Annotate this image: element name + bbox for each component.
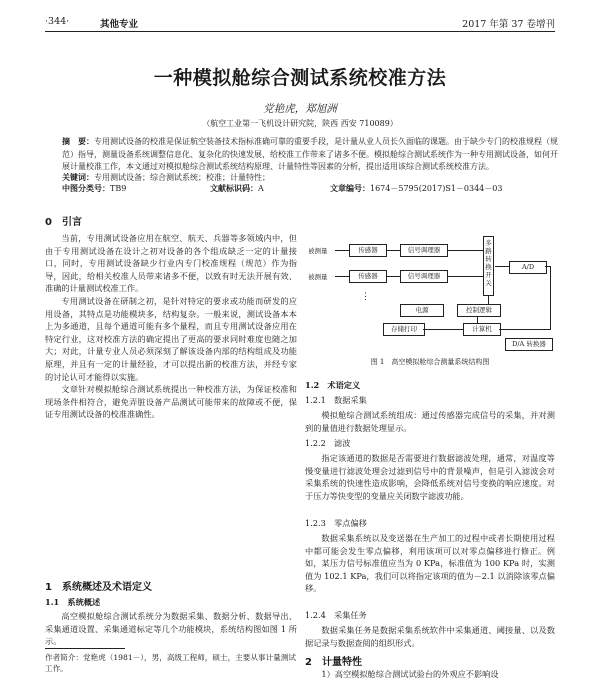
- intro-body: [45, 232, 297, 421]
- arrow-line: [386, 276, 400, 277]
- connector-line: [550, 266, 551, 329]
- sensor-box: 传感器: [349, 270, 387, 283]
- column-name: 其他专业: [100, 19, 139, 30]
- arrow-line: [447, 250, 483, 251]
- section-2-heading: 2 计量特性: [305, 657, 362, 668]
- section-1-2-2-heading: 1.2.2 滤波: [305, 438, 351, 448]
- storage-print-box: 存储打印: [383, 323, 425, 336]
- section-1-2-4-body: 数据采集任务是数据采集系统软件中采集通道、阈接量、以及数据记录与数据查阅的组织形式。: [305, 625, 555, 648]
- article-id: 文章编号：1674－5795(2017)S1－0344－03: [330, 183, 503, 193]
- author-footnote: 作者简介：党艳虎（1981－），男，高级工程师，硕士，主要从事计量测试工作。: [45, 653, 296, 673]
- abstract-label: 摘 要：: [62, 136, 94, 146]
- power-box: 电源: [400, 304, 444, 317]
- section-1-2-2-body: 指定该通道的数据是否需要进行数据滤波处理，通常，对温度等慢变量进行滤波处理会过滤到信号中的背景噪声，但是引入滤波会对采集系统的快速性造成影响，会降低系统对信号变换的响应速度。对于压力等快变型的变量应关闭数字滤波功能。: [305, 453, 555, 501]
- authors: 党艳虎，郑旭洲: [263, 103, 337, 115]
- keywords: [62, 172, 270, 183]
- da-converter-box: D/A 转换器: [505, 338, 553, 351]
- system-diagram: [305, 232, 555, 354]
- keywords-text: 专用测试设备；综合测试系统；校准；计量特性；: [94, 173, 270, 182]
- sensor-box: 传感器: [349, 244, 387, 257]
- clc-number: 中图分类号：TB9: [62, 183, 127, 193]
- section-1-2-4-heading: 1.2.4 采集任务: [305, 610, 367, 620]
- section-1-2-3-body: 数据采集系统以及变送器在生产加工的过程中或者长期使用过程中都可能会发生零点偏移，利用该项可以对零点偏移进行修正。例如，某压力信号标准值应当为 0 KPa，标准值为 100 KPa 时，实测值为 102.1 KPa，我们可以将指定该项的值为－2.1 以消除该零点偏移。: [305, 533, 555, 594]
- section-1-1-body: 高空模拟舱综合测试系统分为数据采集、数据分析、数据导出、采集通道设置、采集通道标定等几个功能模块，系统结构图如图 1 所示。: [45, 611, 297, 647]
- abstract-text: 专用测试设备的校准是保证航空装备技术指标准确可靠的重要手段，是计量从业人员长久面临的课题。由于缺少专门的校准规程（规范）指导，测量设备系统调整信息化、复杂化的快速发展，给校准工作带来了诸多不便。模拟舱综合测试系统作为一种专用测试设备，如何开展计量校准工作，本文通过对模拟舱综合测试系统结构原理、计量特性等因素的分析，提出适用该综合测试系统校准方法。: [62, 137, 558, 171]
- page-number: ·344·: [45, 16, 70, 27]
- signal-conditioner-box: 信号调理器: [400, 270, 448, 283]
- control-logic-box: 控制逻辑: [457, 304, 501, 317]
- intro-paragraph: 文章针对模拟舱综合测试系统提出一种校准方法，为保证校准和现场条件相符合，避免弄脏设备产品测试可能带来的故障或不便，保证专用测试设备的校准准确性。: [45, 384, 297, 420]
- arrow-line: [447, 276, 483, 277]
- connector-line: [488, 296, 489, 304]
- header-rule: [45, 31, 555, 32]
- section-1-2-1-heading: 1.2.1 数据采集: [305, 395, 367, 405]
- intro-heading: 0 引言: [45, 217, 82, 228]
- issue-info: 2017 年第 37 卷增刊: [462, 19, 555, 30]
- section-1-2-1-body: 模拟舱综合测试系统组成：通过传感器完成信号的采集，并对测到的量值进行数据处理显示。: [305, 410, 555, 433]
- affiliation: （航空工业第一飞机设计研究院，陕西 西安 710089）: [202, 119, 398, 128]
- multiplexer-box: 多路转换开关: [483, 236, 494, 296]
- input-label: 被测量: [308, 247, 328, 255]
- arrow-line: [423, 329, 463, 330]
- section-1-2-heading: 1.2 术语定义: [305, 380, 361, 390]
- abstract: [62, 135, 558, 174]
- connector-line: [477, 316, 478, 323]
- figure-caption: 图 1 高空模拟舱综合测量系统结构图: [370, 358, 490, 366]
- signal-conditioner-box: 信号调理器: [400, 244, 448, 257]
- doc-code: 文献标识码：A: [210, 183, 264, 193]
- section-2-body: 1）高空模拟舱综合测试试验台的外观应不影响设: [321, 669, 499, 679]
- ad-converter-box: A/D: [509, 261, 547, 274]
- arrow-line: [386, 250, 400, 251]
- arrow-line: [335, 250, 349, 251]
- arrow-line: [495, 266, 509, 267]
- section-1-heading: 1 系统概述及术语定义: [45, 582, 152, 593]
- arrow-line: [335, 276, 349, 277]
- intro-paragraph: 当前，专用测试设备应用在航空、航天、兵器等多领域内中，但由于专用测试设备在设计之初对设备的各个组成缺乏一定的计量接口，同时，专用测试设备缺少行业内专门校准规程（规范）作为指导，因此，给相关校准人员带来诸多不便，以致有时无法开展有效、准确的计量测试校准工作。: [45, 233, 297, 294]
- section-1-2-3-heading: 1.2.3 零点偏移: [305, 518, 367, 528]
- footnote-rule: [45, 648, 125, 649]
- connector-line: [499, 329, 551, 330]
- ellipsis-mark: ⋮: [361, 292, 370, 302]
- section-1-1-heading: 1.1 系统概述: [45, 597, 101, 607]
- intro-paragraph: 专用测试设备在研制之初，是针对特定的要求或功能而研发的应用设备，其特点是功能模块多，结构复杂。一般来说，测试设备本本上为多通道，且每个通道可能有多个量程，而且专用测试设备应用在特定行业，这对校准方法的确定提出了更高的要求同时难度也随之加大；对此，计量专业人员必须深刻了解该设备内部的结构组成及功能原理，并且有一定的计量经验，才可以提出新的校准方法，并经专家的讨论认可才能得以实施。: [45, 295, 297, 382]
- article-title: 一种模拟舱综合测试系统校准方法: [153, 67, 447, 89]
- computer-box: 计算机: [463, 323, 501, 336]
- input-label: 被测量: [308, 273, 328, 281]
- keywords-label: 关键词：: [62, 172, 94, 182]
